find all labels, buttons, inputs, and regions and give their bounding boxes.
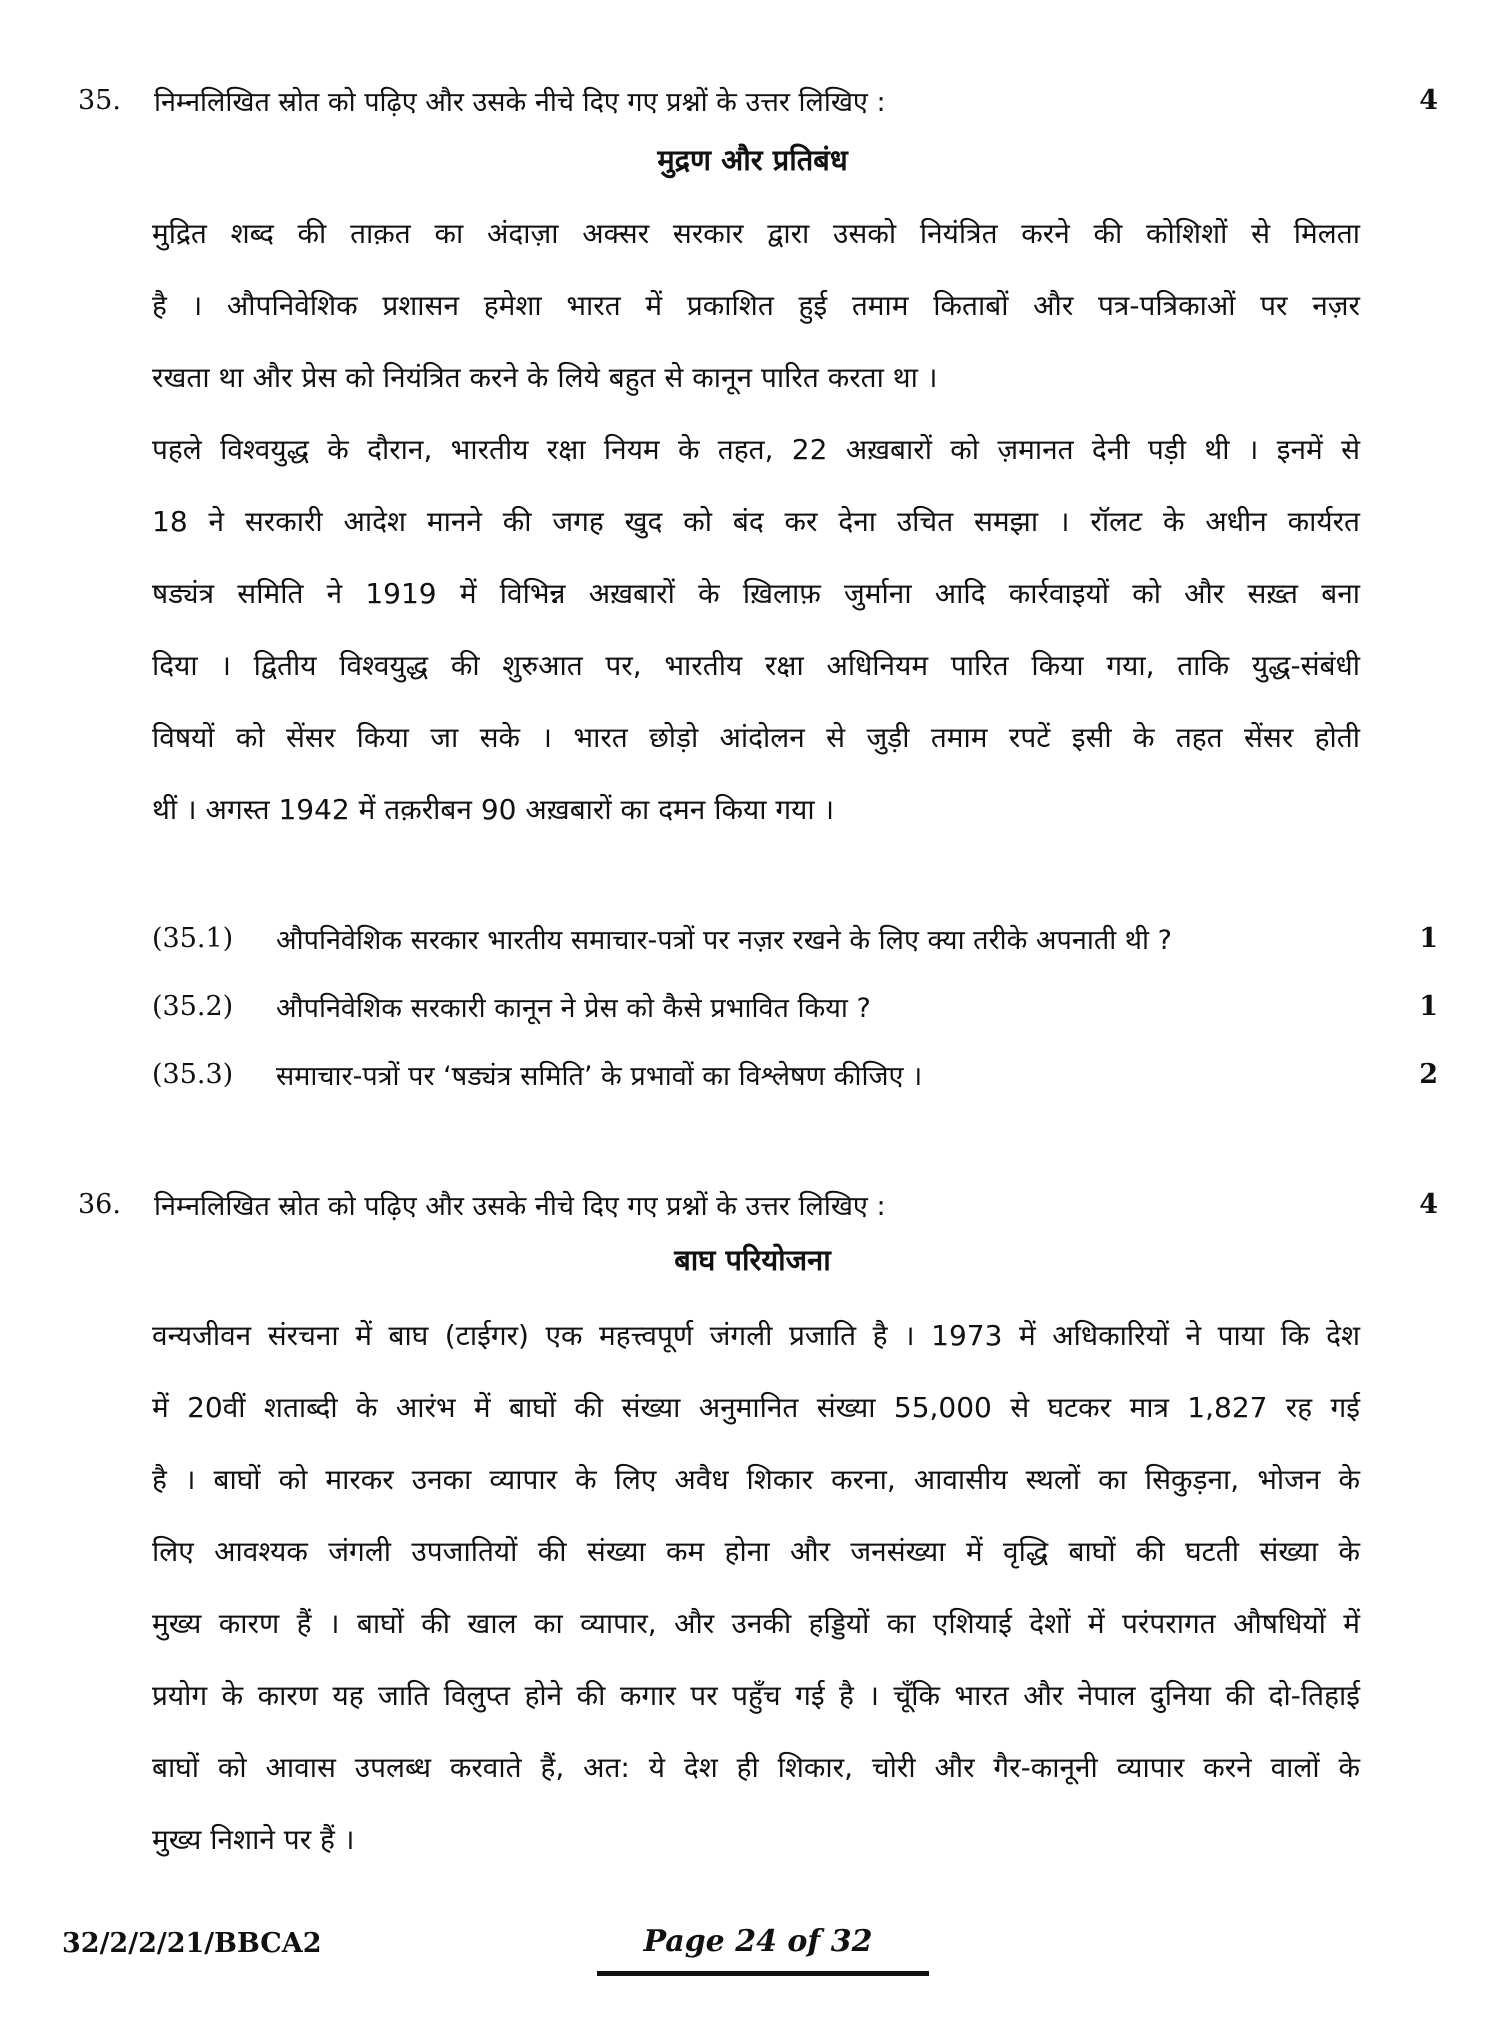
paragraph-line: बाघों को आवास उपलब्ध करवाते हैं, अत: ये देश ही शिकार, चोरी और गैर-कानूनी व्यापार करने वालों के xyxy=(152,1751,1360,1784)
paragraph-line: विषयों को सेंसर किया जा सके । भारत छोड़ो आंदोलन से जुड़ी तमाम रपटें इसी के तहत सेंसर होती xyxy=(152,721,1360,754)
sub-question-35-1 xyxy=(152,908,1438,968)
paragraph-line: लिए आवश्यक जंगली उपजातियों की संख्या कम होना और जनसंख्या में वृद्धि बाघों की घटती संख्या के xyxy=(152,1535,1360,1568)
sub-question-number: (35.3) xyxy=(152,1058,234,1090)
question-36-header xyxy=(78,1174,1438,1234)
sub-question-number: (35.1) xyxy=(152,922,234,954)
sub-question-number: (35.2) xyxy=(152,990,234,1022)
question-number: 35. xyxy=(78,84,121,116)
paragraph-line: थीं । अगस्त 1942 में तक़रीबन 90 अख़बारों का दमन किया गया । xyxy=(152,793,835,826)
footer-underline xyxy=(597,1971,929,1976)
source-title: मुद्रण और प्रतिबंध xyxy=(657,143,848,177)
question-instruction: निम्नलिखित स्रोत को पढ़िए और उसके नीचे दिए गए प्रश्नों के उत्तर लिखिए : xyxy=(154,86,886,118)
sub-question-marks: 2 xyxy=(1419,1058,1438,1090)
paragraph-line: मुख्य कारण हैं । बाघों की खाल का व्यापार, और उनकी हड्डियों का एशियाई देशों में परंपरागत औषधियों में xyxy=(152,1607,1360,1640)
paragraph-line: रखता था और प्रेस को नियंत्रित करने के लिये बहुत से कानून पारित करता था । xyxy=(152,361,938,394)
question-35-header xyxy=(78,70,1438,130)
sub-question-marks: 1 xyxy=(1419,922,1438,954)
question-marks: 4 xyxy=(1419,1188,1438,1220)
question-number: 36. xyxy=(78,1188,121,1220)
sub-question-35-2 xyxy=(152,976,1438,1036)
paragraph-line: दिया । द्वितीय विश्वयुद्ध की शुरुआत पर, भारतीय रक्षा अधिनियम पारित किया गया, ताकि युद्ध-संबंधी xyxy=(152,649,1360,682)
sub-question-marks: 1 xyxy=(1419,990,1438,1022)
sub-question-35-3 xyxy=(152,1044,1438,1104)
paragraph-line: वन्यजीवन संरचना में बाघ (टाईगर) एक महत्त्वपूर्ण जंगली प्रजाति है । 1973 में अधिकारियों ने पाया कि देश xyxy=(152,1319,1360,1352)
paragraph-line: 18 ने सरकारी आदेश मानने की जगह खुद को बंद कर देना उचित समझा । रॉलट के अधीन कार्यरत xyxy=(152,505,1360,538)
source-paragraph xyxy=(152,414,1360,846)
page-number: Page 24 of 32 xyxy=(643,1924,873,1959)
sub-question-text: औपनिवेशिक सरकारी कानून ने प्रेस को कैसे प्रभावित किया ? xyxy=(276,992,871,1024)
paragraph-line: प्रयोग के कारण यह जाति विलुप्त होने की कगार पर पहुँच गई है । चूँकि भारत और नेपाल दुनिया की दो-तिहाई xyxy=(152,1679,1360,1712)
question-instruction: निम्नलिखित स्रोत को पढ़िए और उसके नीचे दिए गए प्रश्नों के उत्तर लिखिए : xyxy=(154,1190,886,1222)
source-paragraph xyxy=(152,1300,1360,1876)
source-title: बाघ परियोजना xyxy=(674,1243,831,1277)
paragraph-line: षड्यंत्र समिति ने 1919 में विभिन्न अख़बारों के ख़िलाफ़ जुर्माना आदि कार्रवाइयों को और सख़्त बना xyxy=(152,577,1360,610)
paragraph-line: में 20वीं शताब्दी के आरंभ में बाघों की संख्या अनुमानित संख्या 55,000 से घटकर मात्र 1,827 रह गई xyxy=(152,1391,1360,1424)
paragraph-line: पहले विश्वयुद्ध के दौरान, भारतीय रक्षा नियम के तहत, 22 अख़बारों को ज़मानत देनी पड़ी थी । इनमें से xyxy=(152,433,1360,466)
paper-code: 32/2/2/21/BBCA2 xyxy=(62,1928,322,1959)
paragraph-line: मुद्रित शब्द की ताक़त का अंदाज़ा अक्सर सरकार द्वारा उसको नियंत्रित करने की कोशिशों से मिलता xyxy=(152,217,1360,250)
sub-question-text: समाचार-पत्रों पर ‘षड्यंत्र समिति’ के प्रभावों का विश्लेषण कीजिए । xyxy=(276,1060,923,1092)
question-marks: 4 xyxy=(1419,84,1438,116)
paragraph-line: है । औपनिवेशिक प्रशासन हमेशा भारत में प्रकाशित हुई तमाम किताबों और पत्र-पत्रिकाओं पर नज़र xyxy=(152,289,1360,322)
sub-question-text: औपनिवेशिक सरकार भारतीय समाचार-पत्रों पर नज़र रखने के लिए क्या तरीके अपनाती थी ? xyxy=(276,924,1172,956)
paragraph-line: मुख्य निशाने पर हैं । xyxy=(152,1823,355,1856)
paragraph-line: है । बाघों को मारकर उनका व्यापार के लिए अवैध शिकार करना, आवासीय स्थलों का सिकुड़ना, भोजन के xyxy=(152,1463,1360,1496)
source-paragraph xyxy=(152,198,1360,414)
